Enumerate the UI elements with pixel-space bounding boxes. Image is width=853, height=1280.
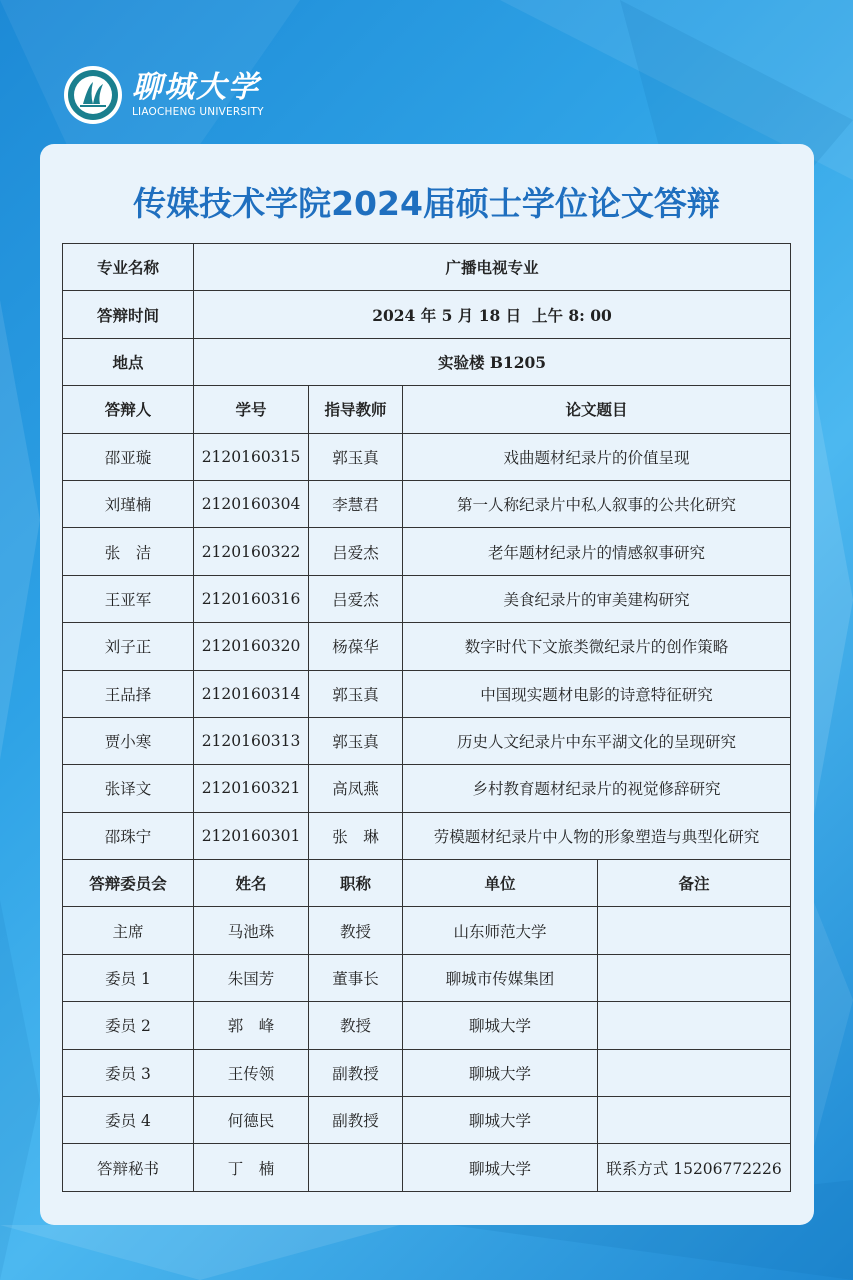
committee-name: 丁 楠 <box>194 1144 309 1191</box>
committee-title: 教授 <box>309 907 403 954</box>
committee-unit: 聊城市传媒集团 <box>403 954 598 1001</box>
table-row <box>63 1002 791 1049</box>
student-id: 2120160320 <box>194 623 309 670</box>
student-id: 2120160301 <box>194 812 309 859</box>
table-row <box>63 954 791 1001</box>
table-row <box>63 623 791 670</box>
header-student-id: 学号 <box>194 386 309 433</box>
university-logo <box>64 64 264 126</box>
major-row <box>63 244 791 291</box>
student-topic: 数字时代下文旅类微纪录片的创作策略 <box>403 623 791 670</box>
student-advisor: 郭玉真 <box>309 433 403 480</box>
student-id: 2120160304 <box>194 480 309 527</box>
student-id: 2120160316 <box>194 575 309 622</box>
committee-title <box>309 1144 403 1191</box>
committee-unit: 山东师范大学 <box>403 907 598 954</box>
student-name: 王品择 <box>63 670 194 717</box>
header-member-name: 姓名 <box>194 860 309 907</box>
header-defender: 答辩人 <box>63 386 194 433</box>
student-name: 贾小寒 <box>63 717 194 764</box>
committee-note <box>598 907 791 954</box>
committee-name: 何德民 <box>194 1097 309 1144</box>
committee-name: 马池珠 <box>194 907 309 954</box>
committee-title: 董事长 <box>309 954 403 1001</box>
committee-title: 副教授 <box>309 1049 403 1096</box>
committee-note: 联系方式 15206772226 <box>598 1144 791 1191</box>
student-id: 2120160322 <box>194 528 309 575</box>
student-name: 张 洁 <box>63 528 194 575</box>
place-label: 地点 <box>63 338 194 385</box>
committee-role: 委员 4 <box>63 1097 194 1144</box>
committee-title: 教授 <box>309 1002 403 1049</box>
student-name: 邵亚璇 <box>63 433 194 480</box>
committee-unit: 聊城大学 <box>403 1144 598 1191</box>
committee-role: 委员 3 <box>63 1049 194 1096</box>
students-header-row <box>63 386 791 433</box>
committee-unit: 聊城大学 <box>403 1097 598 1144</box>
committee-role: 答辩秘书 <box>63 1144 194 1191</box>
student-id: 2120160321 <box>194 765 309 812</box>
student-topic: 美食纪录片的审美建构研究 <box>403 575 791 622</box>
header-member-note: 备注 <box>598 860 791 907</box>
university-name-en: LIAOCHENG UNIVERSITY <box>132 106 264 118</box>
student-topic: 老年题材纪录片的情感叙事研究 <box>403 528 791 575</box>
student-topic: 戏曲题材纪录片的价值呈现 <box>403 433 791 480</box>
student-id: 2120160315 <box>194 433 309 480</box>
student-name: 刘瑾楠 <box>63 480 194 527</box>
header-member-title: 职称 <box>309 860 403 907</box>
student-advisor: 高凤燕 <box>309 765 403 812</box>
page-title: 传媒技术学院2024届硕士学位论文答辩 <box>133 184 720 223</box>
committee-title: 副教授 <box>309 1097 403 1144</box>
table-row <box>63 765 791 812</box>
student-advisor: 杨葆华 <box>309 623 403 670</box>
committee-header-row <box>63 860 791 907</box>
student-id: 2120160313 <box>194 717 309 764</box>
university-emblem-icon <box>64 66 122 124</box>
committee-note <box>598 1002 791 1049</box>
header-committee-role: 答辩委员会 <box>63 860 194 907</box>
student-name: 王亚军 <box>63 575 194 622</box>
table-row <box>63 670 791 717</box>
major-label: 专业名称 <box>63 244 194 291</box>
committee-note <box>598 1049 791 1096</box>
committee-name: 王传领 <box>194 1049 309 1096</box>
student-advisor: 郭玉真 <box>309 717 403 764</box>
table-row <box>63 1144 791 1191</box>
place-row <box>63 338 791 385</box>
committee-name: 郭 峰 <box>194 1002 309 1049</box>
header-member-unit: 单位 <box>403 860 598 907</box>
table-row <box>63 1049 791 1096</box>
student-advisor: 郭玉真 <box>309 670 403 717</box>
table-row <box>63 528 791 575</box>
committee-role: 委员 2 <box>63 1002 194 1049</box>
committee-unit: 聊城大学 <box>403 1049 598 1096</box>
student-topic: 第一人称纪录片中私人叙事的公共化研究 <box>403 480 791 527</box>
header-advisor: 指导教师 <box>309 386 403 433</box>
student-name: 邵珠宁 <box>63 812 194 859</box>
table-row <box>63 812 791 859</box>
table-row <box>63 575 791 622</box>
student-advisor: 吕爱杰 <box>309 575 403 622</box>
committee-note <box>598 954 791 1001</box>
student-topic: 中国现实题材电影的诗意特征研究 <box>403 670 791 717</box>
student-id: 2120160314 <box>194 670 309 717</box>
student-advisor: 吕爱杰 <box>309 528 403 575</box>
table-row <box>63 907 791 954</box>
time-label: 答辩时间 <box>63 291 194 338</box>
student-topic: 乡村教育题材纪录片的视觉修辞研究 <box>403 765 791 812</box>
time-value: 2024 年 5 月 18 日 上午 8: 00 <box>194 291 791 338</box>
student-name: 张译文 <box>63 765 194 812</box>
place-value: 实验楼 B1205 <box>194 338 791 385</box>
student-name: 刘子正 <box>63 623 194 670</box>
table-row <box>63 480 791 527</box>
university-name-cn: 聊城大学 <box>132 70 260 105</box>
student-advisor: 张 琳 <box>309 812 403 859</box>
table-row <box>63 433 791 480</box>
table-row <box>63 717 791 764</box>
committee-unit: 聊城大学 <box>403 1002 598 1049</box>
table-row <box>63 1097 791 1144</box>
major-value: 广播电视专业 <box>194 244 791 291</box>
defense-schedule-table <box>62 243 791 1192</box>
student-topic: 历史人文纪录片中东平湖文化的呈现研究 <box>403 717 791 764</box>
committee-name: 朱国芳 <box>194 954 309 1001</box>
committee-role: 主席 <box>63 907 194 954</box>
header-thesis-title: 论文题目 <box>403 386 791 433</box>
student-topic: 劳模题材纪录片中人物的形象塑造与典型化研究 <box>403 812 791 859</box>
committee-role: 委员 1 <box>63 954 194 1001</box>
student-advisor: 李慧君 <box>309 480 403 527</box>
time-row <box>63 291 791 338</box>
committee-note <box>598 1097 791 1144</box>
